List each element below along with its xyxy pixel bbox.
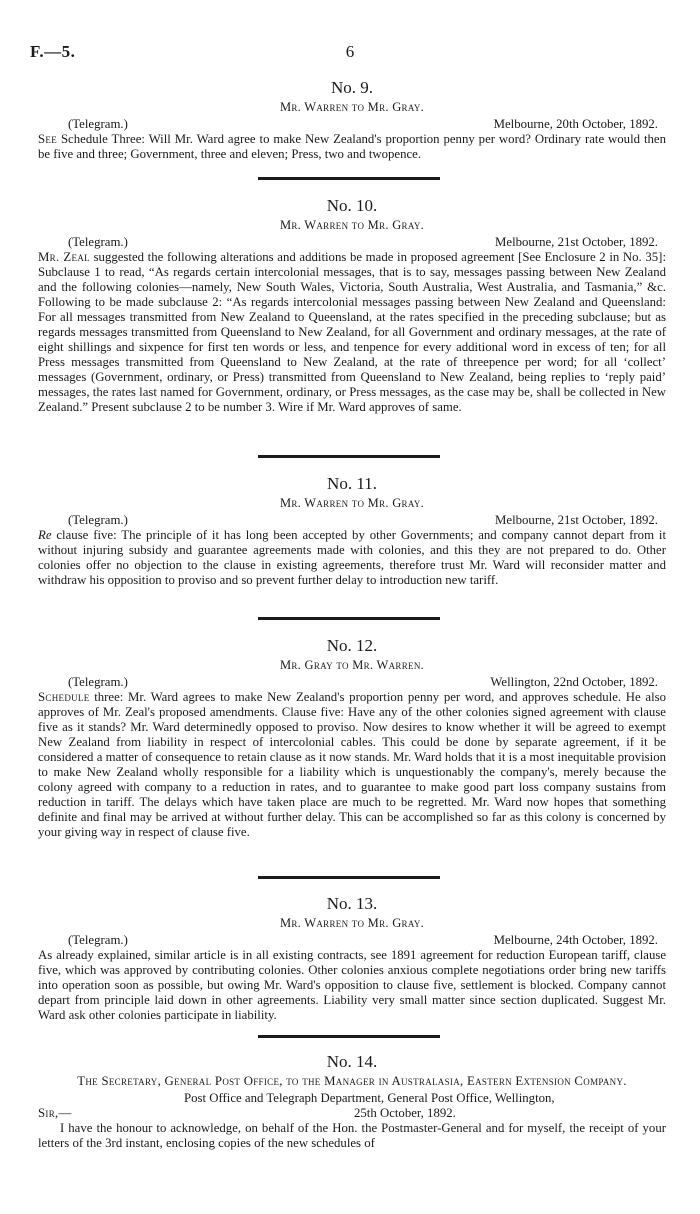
place-date: Wellington, 22nd October, 1892.: [490, 675, 658, 689]
body-text: Schedule Three: Will Mr. Ward agree to make New Zealand's proportion penny per word? Ordinary rate would then be five and three; Government, three and eleven; Press, two and twopence.: [38, 132, 666, 161]
section-correspondents: Mr. Warren to Mr. Gray.: [279, 218, 425, 232]
section-meta: [38, 675, 666, 690]
section-number: No. 13.: [326, 894, 378, 913]
section-body: [38, 132, 666, 162]
section-no-10: [38, 196, 666, 415]
letter-heading: [38, 1074, 666, 1089]
section-meta: [38, 117, 666, 132]
divider-rule: [258, 1035, 440, 1038]
section-body: [38, 690, 666, 840]
section-number: No. 9.: [330, 78, 374, 97]
letter-office-line: [38, 1091, 666, 1106]
section-meta: [38, 513, 666, 528]
lead-word: Mr. Zeal: [38, 250, 90, 264]
section-number: No. 12.: [326, 636, 378, 655]
lead-word: See: [38, 132, 58, 146]
letter-correspondents: The Secretary, General Post Office, to the Manager in Australasia, Eastern Extension Company.: [77, 1074, 627, 1088]
place-date: Melbourne, 21st October, 1892.: [495, 235, 658, 249]
divider-rule: [258, 617, 440, 620]
message-type: (Telegram.): [68, 235, 128, 249]
message-type: (Telegram.): [68, 513, 128, 527]
section-meta: [38, 933, 666, 948]
message-type: (Telegram.): [68, 675, 128, 689]
section-correspondents: Mr. Warren to Mr. Gray.: [279, 496, 425, 510]
place-date: Melbourne, 21st October, 1892.: [495, 513, 658, 527]
body-text: suggested the following alterations and additions be made in proposed agreement [See Enclosure 2 in No. 35]: Subclause 1 to read, “As regards certain intercolonial messages, that is to say, messages passing between New Zealand and the following colonies—namely, New South Wales, Victoria, South Australia, West Australia, and Tasmania,” &c. Following to be made subclause 2: “As regards intercolonial messages passing between New Zealand and Queensland: For all messages transmitted from New Zealand to Queensland, at the rates specified in the preceding subclause; but as regards messages transmitted from Queensland to New Zealand, for all Government and ordinary messages, at the rate of eight shillings and sixpence for first ten words or less, and tenpence for every additional word in excess of ten; for all Press messages transmitted from Queensland to New Zealand, at the rate of threepence per word; for all ‘collect’ messages (Government, ordinary, or Press) transmitted from Queensland to New Zealand, being replies to ‘reply paid’ messages, the rates last named for Government, ordinary, or Press messages, as the case may be, shall be collected in New Zealand.” Present subclause 2 to be number 3. Wire if Mr. Ward approves of same.: [38, 250, 666, 414]
body-text: three: Mr. Ward agrees to make New Zealand's proportion penny per word, and approves schedule. He also approves of Mr. Zeal's proposed amendments. Clause five: Have any of the other colonies signed agreement with clause five as it stands? Mr. Ward determinedly opposed to proviso. Now desires to know whether it will be agreed to exempt New Zealand from liability in respect of intercolonial cables. This could be done by separate agreement, if it be considered a matter of consequence to retain clause as it now stands. Mr. Ward holds that it is a most inequitable provision to make New Zealand wholly responsible for a liability which is unquestionably the company's, merely because the colony agreed with company to a reduction in rates, and to guarantee to make good part loss company sustains from reduction in tariff. The delays which have taken place are much to be regretted. Mr. Ward now hopes that something definite and final may be arrived at without further delay. This can be accomplished so far as this colony is concerned by your giving way in respect of clause five.: [38, 690, 667, 839]
section-no-13: [38, 894, 666, 1023]
divider-rule: [258, 876, 440, 879]
divider-rule: [258, 177, 440, 180]
section-correspondents: Mr. Warren to Mr. Gray.: [279, 916, 425, 930]
office-address: Post Office and Telegraph Department, General Post Office, Wellington,: [184, 1091, 555, 1105]
message-type: (Telegram.): [68, 933, 128, 947]
lead-word: Schedule: [38, 690, 90, 704]
place-date: Melbourne, 20th October, 1892.: [493, 117, 658, 131]
letter-salutation-line: [38, 1106, 666, 1121]
page-number: 6: [345, 42, 355, 61]
letter-date: 25th October, 1892.: [354, 1106, 456, 1120]
section-no-12: [38, 636, 666, 840]
section-no-11: [38, 474, 666, 588]
letter-body: I have the honour to acknowledge, on behalf of the Hon. the Postmaster-General and for myself, the receipt of your letters of the 3rd instant, enclosing copies of the new schedules of: [38, 1121, 666, 1150]
section-no-14: [38, 1052, 666, 1151]
section-number: No. 14.: [326, 1052, 378, 1071]
message-type: (Telegram.): [68, 117, 128, 131]
section-correspondents: Mr. Warren to Mr. Gray.: [279, 100, 425, 114]
section-body: [38, 250, 666, 415]
section-body: [38, 528, 666, 588]
section-body: As already explained, similar article is in all existing contracts, see 1891 agreement for reduction European tariff, clause five, which was approved by contributing colonies. Other colonies anxious complete negotiations order bring new tariffs into operation soon as possible, but owing Mr. Ward's opposition to clause five, settlement is blocked. Company cannot depart from principle laid down in other agreements. Liability very small matter since section duplicated. Suggest Mr. Ward ask other colonies participate in liability.: [38, 948, 666, 1022]
section-no-9: [38, 78, 666, 162]
salutation: Sir,—: [38, 1106, 72, 1120]
section-correspondents: Mr. Gray to Mr. Warren.: [279, 658, 425, 672]
section-number: No. 11.: [327, 474, 377, 493]
place-date: Melbourne, 24th October, 1892.: [493, 933, 658, 947]
document-reference: F.—5.: [30, 42, 76, 61]
section-meta: [38, 235, 666, 250]
divider-rule: [258, 455, 440, 458]
section-number: No. 10.: [326, 196, 378, 215]
lead-word: Re: [38, 528, 52, 542]
body-text: clause five: The principle of it has long been accepted by other Governments; and company cannot depart from it without injuring subsidy and guarantee agreements made with colonies, and this they are not prepared to do. Other colonies offer no objection to the clause in existing agreements, therefore trust Mr. Ward will reconsider matter and withdraw his opposition to proviso and so prevent further delay to introduction new tariff.: [38, 528, 666, 587]
